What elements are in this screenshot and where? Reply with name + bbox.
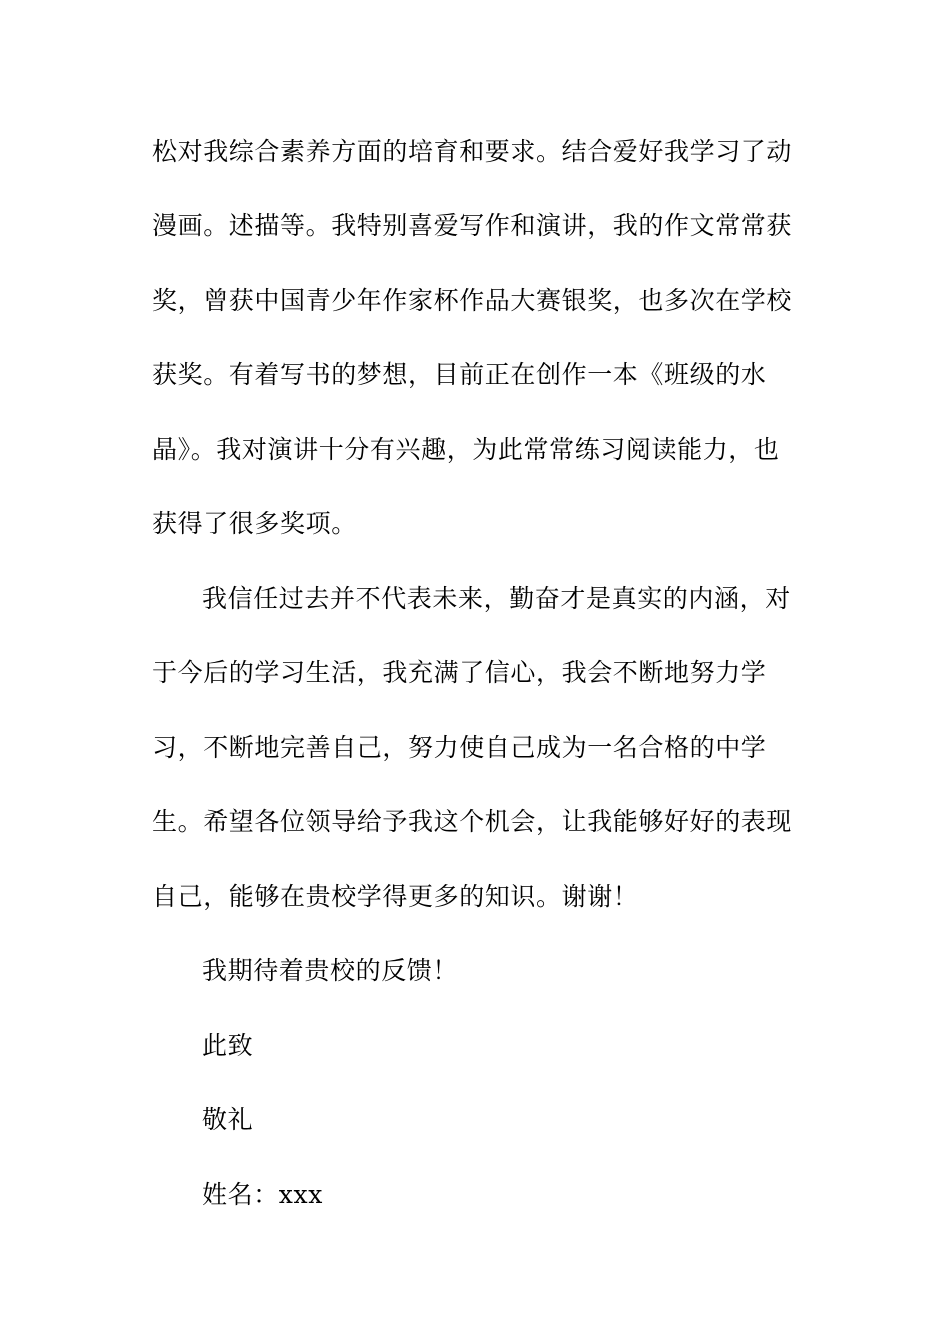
closing-salutation-1: 此致 <box>202 1031 254 1060</box>
paragraph-1-line-1: 松对我综合素养方面的培育和要求。结合爱好我学习了动 <box>152 137 793 166</box>
paragraph-1-line-2: 漫画。述描等。我特别喜爱写作和演讲，我的作文常常获 <box>152 211 793 240</box>
paragraph-2-line-5: 自己，能够在贵校学得更多的知识。谢谢！ <box>152 882 639 911</box>
paragraph-1-line-4: 获奖。有着写书的梦想，目前正在创作一本《班级的水 <box>152 360 767 389</box>
paragraph-1-line-5: 晶》。我对演讲十分有兴趣，为此常常练习阅读能力，也 <box>152 435 780 464</box>
closing-salutation-2: 敬礼 <box>202 1105 254 1134</box>
paragraph-2-line-4: 生。希望各位领导给予我这个机会，让我能够好好的表现 <box>152 807 793 836</box>
signature: 姓名：xxx <box>202 1180 323 1209</box>
paragraph-1-line-6: 获得了很多奖项。 <box>152 509 357 538</box>
paragraph-2-line-2: 于今后的学习生活，我充满了信心，我会不断地努力学 <box>152 658 767 687</box>
closing-expectation: 我期待着贵校的反馈！ <box>202 956 459 985</box>
paragraph-1-line-3: 奖，曾获中国青少年作家杯作品大赛银奖，也多次在学校 <box>152 286 793 315</box>
paragraph-2-line-1: 我信任过去并不代表未来，勤奋才是真实的内涵，对 <box>202 584 791 613</box>
paragraph-2-line-3: 习，不断地完善自己，努力使自己成为一名合格的中学 <box>152 733 767 762</box>
